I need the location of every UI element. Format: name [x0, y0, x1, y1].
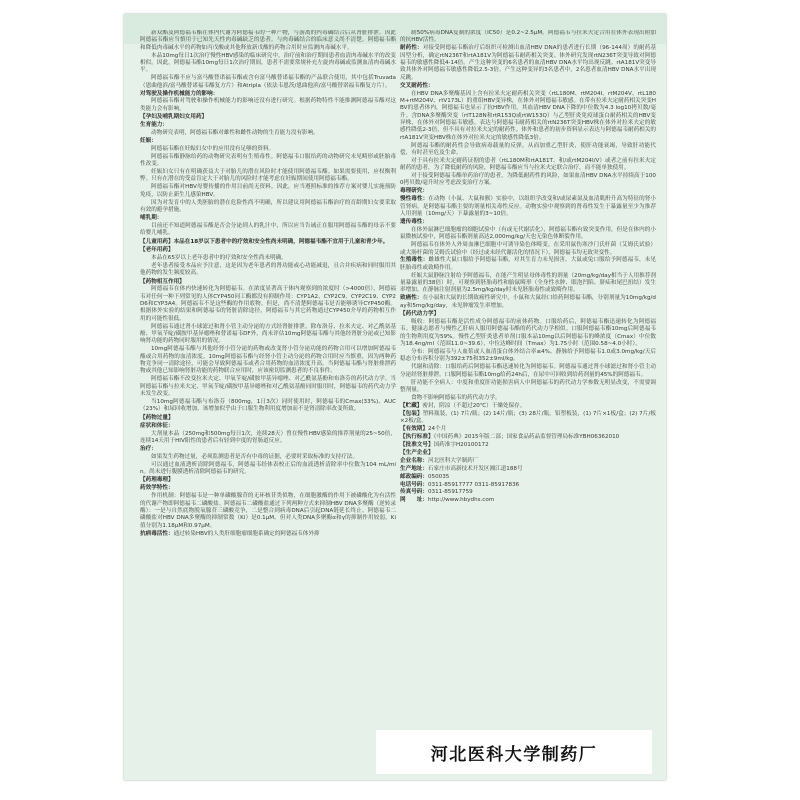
paragraph-label: 企业名称： [400, 457, 428, 464]
labeled-paragraph [140, 91, 396, 98]
body-paragraph: 目前还不知道阿德福韦酯是否会分泌到人的乳汁中，所以应当告诫正在服用阿德福韦酯的母亲不要给婴儿哺乳。 [140, 222, 396, 237]
body-paragraph: 阿德福韦酯在妊娠妇女中的应用没有足够的资料。 [151, 145, 275, 152]
paragraph-label: 毒理研究： [400, 188, 428, 195]
paragraph-label: 抗病毒活性： [140, 530, 174, 537]
section-heading: 【药代动力学】 [400, 311, 440, 318]
body-paragraph: 如果发生药物过量，必须监测患者是否有中毒的证据，必要时采取标准的支持疗法。 [151, 453, 358, 460]
paragraph-body: 对接受阿德福韦酯治疗后组织可检测出血清HBV DNA的患者进行长期（96-144周）的耐药基因型分析，确定rtN236T和rtA181V为阿德福韦耐药相关突变。体外研究发现rtN236T突变导致对阿德福韦的敏感性降低4-14倍。产生这种突变的6名患者的血清HBV DNA水平均出现反跳。rtA181V突变导致其体外对阿德福韦敏感性降低2.5-3倍。产生这种变异的3名患者中，2名患者血清HBV DNA水平出现反跳。 [400, 45, 656, 81]
labeled-paragraph [400, 257, 656, 272]
body-paragraph: 本品10mg每日1次治疗慢性HBV感染的临床研究中，治疗前和治疗期间患者血清肉毒碱水平的改变相似。因此，阿德福韦酯10mg每日1次治疗期间，患者不需要常规补充左旋肉毒碱或监测血清肉毒碱水平。 [140, 52, 396, 74]
paragraph-label: 邮政编码： [400, 473, 428, 480]
body-paragraph: 大剂量本品（250mg和500mg每日1次，连续28天）曾在慢性HBV感染的推荐剂量的25~50倍，连续14天用于HIV阳性的患者后有轻到中度的胃肠道反应。 [140, 430, 396, 444]
paragraph-label: 妊娠： [140, 137, 157, 144]
body-paragraph: 阿德福韦在体外人外周血淋巴细胞中可诱导染色体畸变。在采用鼠伤寒沙门氏杆菌（艾姆氏试验）或大肠杆菌的艾姆氏试验中（经过或未经代谢活化的情况下），阿德福韦均无致突变性。 [400, 242, 656, 256]
labeled-paragraph [400, 434, 656, 441]
body-paragraph: 阿德福韦酯的耐药性会导致病毒载量的反弹，从而加重乙型肝炎，使肝功能衰竭，导致肝功能代偿，有时甚至危及生命。 [400, 142, 656, 156]
paragraph-label: 生育能力： [140, 122, 168, 129]
labeled-paragraph [400, 450, 656, 457]
body-paragraph: 阿德福韦酯不应与富马酸替诺福韦酯或含有富马酸替诺福韦酯的产品联合使用，其中包括Truvada（恩曲他滨/富马酸替诺福韦酯复方片）和Atripla（依法韦恩茨/恩曲他滨/富马酸替诺福韦酯复方片）。 [140, 75, 396, 89]
labeled-paragraph [400, 403, 656, 410]
labeled-paragraph [140, 138, 396, 145]
labeled-paragraph [140, 215, 396, 222]
manufacturer-footer-label [376, 730, 652, 774]
body-paragraph: 妊娠大鼠静脉注射给予阿德福韦，在能产生明显母体毒性的剂量（20mg/kg/day相当于人用推荐剂量暴露量的38倍）时，可观察到胚胎毒性和胎鼠畸形（全身性水肿、眼泡凹陷、脐疝和尾巴扭结）发生率增加。在静脉注射剂量为2.5mg/kg/day时未见胚胎毒性或致畸作用。 [400, 272, 656, 294]
paragraph-label: 耐药性： [400, 45, 423, 52]
paragraph-body: 在小鼠和大鼠的长期致癌性研究中，小鼠和大鼠经口给药阿德福韦酯，分别剂量为10mg/kg/day和5mg/kg/day，未见肿瘤发生率增加。 [400, 295, 656, 309]
paragraph-body: 在动物（小鼠、大鼠和猴）实验中，以组织学改变和/或尿素氮及血清肌酐升高为特征的肾小管肾病，是阿德福韦酯主要的剂量相关毒性反应。动物实验中观察到的肾毒性发生于暴露量至少为推荐人用剂量（10mg/天）下暴露量的3~10倍。 [400, 196, 656, 217]
paragraph-body: 通过转染HBV的人类肝细胞瘤细胞系确定的阿德福韦体外抑 [173, 530, 320, 537]
paragraph-label: 电话号码： [400, 481, 428, 488]
body-paragraph: 食物不影响阿德福韦的药代动力学。 [411, 394, 501, 401]
body-paragraph: 阿德福韦酯静脉给药的动物研究表明有生殖毒性。阿德福韦口服给药的动物研究未见畸形或胚胎毒性改变。 [140, 153, 396, 168]
labeled-paragraph [140, 531, 396, 538]
paragraph-label: 症状和体征： [140, 422, 174, 429]
paragraph-body: 雌雄性大鼠口服给予阿德福韦酯，对其生育力未见损害。大鼠或兔口服给予阿德福韦，未见胚胎毒性或致畸作用。 [400, 257, 656, 271]
paragraph-label: 【有效期】 [400, 425, 428, 432]
body-paragraph: 老年患者接受本品应予注意，这是因为老年患者的肾功能或心功能减退，且合并疾病和同时服用其他药物的发生频度较高。 [140, 262, 396, 277]
paragraph-label: 生产地址： [400, 465, 428, 472]
body-paragraph: 阿德福韦酯对驾驶和操作机械能力的影响还没有进行研究。根据药物特性不能推测阿德福韦酯对这类能力会有影响。 [140, 98, 396, 112]
labeled-paragraph [400, 442, 656, 449]
paragraph-body: 密封，阴凉（不超过20℃）干燥处保存。 [422, 402, 526, 409]
labeled-paragraph [400, 411, 656, 426]
labeled-paragraph [400, 482, 656, 489]
labeled-paragraph [400, 474, 656, 481]
body-paragraph: 分布：阿德福韦与人血浆或人血清蛋白体外结合率≤4%。静脉给予阿德福韦1.0或3.0mg/kg/天后稳态分布容积分别为392±75和352±9ml/kg。 [400, 348, 656, 363]
labeled-paragraph [140, 485, 396, 492]
labeled-paragraph [400, 466, 656, 473]
paragraph-body: 24个月 [427, 425, 447, 432]
paragraph-label: 交叉耐药性： [400, 82, 434, 89]
labeled-paragraph [400, 426, 656, 433]
labeled-paragraph [140, 423, 396, 430]
section-heading: 【儿童用药】本品在18岁以下患者中的疗效和安全性尚未明确，阿德福韦酯不宜用于儿童和青少年。 [140, 238, 389, 245]
paragraph-label: 对驾驶及操作机械能力的影响： [140, 90, 219, 97]
body-paragraph: 妊娠妇女只有在明确获益大于对胎儿的潜在风险时才能使用阿德福韦酯。如果需要使用，应权衡利弊。只有在潜在的受益肯定大于对胎儿的风险时才能考虑在妊娠期间使用阿德福韦酯。 [140, 169, 396, 183]
body-paragraph: 在体外鼠淋巴细胞瘤的细胞试验中（有或无代谢活化），阿德福韦酯有致突变作用，但是在体内的小鼠微核试验中，阿德福韦酯剂量高达2,000mg/kg/天也无染色体断裂作用。 [400, 226, 656, 241]
paragraph-label: 致癌性： [400, 295, 423, 302]
left-text-column [140, 30, 396, 770]
body-paragraph: 对于具有拉米夫定耐药证据的患者（rtL180M和rtA181T、和/或rtM204I/V）或者之前有拉米夫定耐药的患者，为了降低耐药的风险，阿德福韦酯应当与拉米夫定联合治疗，而不能单独使用。 [400, 157, 656, 172]
paragraph-label: 慢性毒性： [400, 196, 429, 203]
body-paragraph: 作用机制：阿德福韦是一种单磷酸腺苷的无环核苷类似物，在细胞激酶的作用下被磷酸化为有活性的代谢产物即阿德福韦二磷酸盐。阿德福韦二磷酸盐通过下列两种方式来抑制HBV DNA多聚酶（逆转录酶）：一是与自然底物脱氧腺苷三磷酸竞争，二是整合到病毒DNA后引起DNA链延长终止。阿德福韦二磷酸盐对HBV DNA多聚酶的抑制常数（Ki）是0.1μM。但对人类DNA多聚酶α和γ的抑制作用较弱，Ki值分别为1.18μM和0.97μM。 [140, 493, 396, 529]
labeled-paragraph [400, 83, 656, 90]
body-paragraph: 10mg阿德福韦酯与其他经肾小管分泌的药物或改变肾小管分泌功能的药物合用可以增加阿德福韦酯或合用药物的血清浓度。10mg阿德福韦酯与经肾小管主动分泌的药物合用时应当慎重，因为两种药物竞争同一清除途径，可能会导致阿德福韦或者合用药物的血清浓度升高。当阿德福韦酯与肾脏排泄药物或其他已知影响肾脏功能的药物联合应用时，应该密切监测患者的不良事件。 [140, 346, 396, 375]
paragraph-label: 【执行标准】 [400, 433, 434, 440]
labeled-paragraph [400, 219, 656, 226]
section-heading: 【孕妇及哺乳期妇女用药】 [140, 114, 208, 121]
package-insert-sheet [124, 14, 666, 780]
paragraph-body: 《中国药典》2015年版二部；国家食品药品监督管理局标准YBH06362010 [433, 433, 620, 440]
right-text-column [400, 30, 656, 734]
paragraph-body: 0311-85917777 0311-85917836 [427, 481, 520, 488]
section-heading: 【药物相互作用】 [140, 278, 185, 285]
paragraph-body: 河北医科大学制药厂 [427, 457, 479, 464]
section-heading: 【药理毒理】 [140, 477, 174, 484]
labeled-paragraph [400, 45, 656, 82]
paragraph-body: 石家庄市高新技术开发区湘江道188号 [427, 465, 523, 472]
section-heading: 【老年用药】 [140, 246, 174, 253]
body-paragraph: 阿德福韦酯对HBV母婴传播的作用目前尚无资料。因此，应当遵照标准的推荐方案对婴儿实施预防免疫，以防止新生儿感染HBV。 [140, 184, 396, 198]
paragraph-label: 【生产企业】 [400, 449, 434, 456]
paragraph-label: 药效学特性： [140, 485, 174, 492]
labeled-paragraph [400, 489, 656, 496]
body-paragraph: 当10mg阿德福韦酯与布洛芬（800mg，1日3次）同时使用时，阿德福韦的Cmax(33%)、AUC（23%）和尿回收增加。该增加似乎由于口服生物利用度增加而不是肾清除率改变所致。 [140, 398, 396, 413]
body-paragraph: 在HBV DNA多聚酶基因上含有拉米夫定耐药相关突变（rtL180M、rtM204I、rtM204V、rtL180M+rtM204V、rtV173L）的重组HBV变异株，在体外对阿德福韦敏感。在带有拉米夫定耐药相关突变HBV的患者体内，阿德福韦也显示了抗HBV作用，其血清HBV DNA下降的中位数为4.3 log10拷贝数/毫升。含DNA多聚酶突变（rtT128N和rtR153Q或rtW153Q）与乙型肝炎免疫球蛋白耐药相关的HBV变异株，在体外对阿德福韦敏感。表达与阿德福韦耐药相关的rtN236T突变HBV株在体外对拉米夫定的敏感性降低2-3倍，但不具有对拉米夫定的耐药性。体外和患者的初步资料显示表达与阿德福韦耐药相关的rtA181V突变HBV株在体外对拉米夫定的敏感性降低3倍。 [400, 90, 656, 141]
paragraph-body: 050035 [427, 473, 450, 480]
labeled-paragraph [140, 446, 396, 453]
body-paragraph: 阿德福韦酯不改变拉米夫定、甲氧苄啶/磺胺甲基异噁唑、对乙酰氨基酚和布洛芬的药代动力学。当阿德福韦酯与拉米夫定、甲氧苄啶/磺胺甲基异噁唑和对乙酰氨基酚同时服用时，阿德福韦的药代动力学未发生改变。 [140, 376, 396, 398]
body-paragraph: 制50%病毒DNA复制的浓度（IC50）是0.2~2.5μM。阿德福韦与拉米夫定合用在体外表现出附加的抗HBV活性。 [400, 30, 656, 44]
paragraph-body: 塑料瓶装，(1) 7片/瓶；(2) 14片/瓶；(3) 28片/瓶。铝塑板装，(1) 7片×1板/盒；(2) 7片/板×2板/盒。 [400, 410, 656, 424]
paragraph-body: http://www.hbydhs.com [427, 497, 495, 504]
paragraph-label: 【包装】 [400, 410, 423, 417]
labeled-paragraph [140, 122, 396, 129]
labeled-paragraph [400, 196, 656, 218]
body-paragraph: 阿德福韦在体内快速转化为阿德福韦。在浓度显著高于体内观察到的浓度时（>4000倍），阿德福韦对任何一种下列常见的人体CYP450同工酶都没有抑制作用：CYP1A2、CYP2C9、CYP2C19、CYP2D6和CYP3A4。阿德福韦不是这些酶的作用底物。但是，尚不清楚阿德福韦是否能够诱导CYP450酶。根据体外实验的结果和阿德福韦的肾脏清除途径，阿德福韦与其它药物通过CYP450介导的药物相互作用的可能性很低。 [140, 286, 396, 322]
body-paragraph: 本品在65岁以上老年患者中的疗效和安全性尚未明确。 [151, 254, 287, 261]
body-paragraph: 对于接受阿德福韦酯单药治疗的患者，为降低耐药性的风险，如果血清HBV DNA水平持续高于1000拷贝数/毫升时应考虑改变治疗方案。 [400, 173, 656, 187]
labeled-paragraph [400, 458, 656, 465]
paragraph-body: 国药准字H20100172 [433, 441, 489, 448]
body-paragraph: 动物研究表明，阿德福韦酯对雄性和雌性动物的生育能力没有影响。 [151, 130, 319, 137]
body-paragraph: 可以通过血液透析清除阿德福韦，阿德福韦经体表校正后的血液透析清除率中位数为104 mL/min。尚未进行腹膜透析清除阿德福韦的研究。 [140, 461, 396, 476]
paragraph-label: 传真号码： [400, 489, 428, 496]
paragraph-label: 遗传毒性： [400, 218, 428, 225]
body-paragraph: 吸收：阿德福韦酯是活性成分阿德福韦的前体药物。口服给药后，阿德福韦酯迅速转化为阿德福韦。健康志愿者与慢性乙肝病人服用阿德福韦酯的药代动力学相似。口服阿德福韦酯10mg后阿德福韦的生物利用度为59%。慢性乙型肝炎患者单剂口服本品10mg以后阿德福韦的峰浓度（Cmax）中位数为18.4ng/ml（范围11.0~39.6），中位达峰时间（Tmax）为1.75小时（范围0.58~4.0小时）。 [400, 318, 656, 347]
paragraph-body: 0311-85917759 [427, 489, 473, 496]
body-paragraph: 因为对发育中的人类胚胎的潜在危险性尚不明确，所以建议用阿德福韦酯治疗的育龄期妇女要采取有效的避孕措施。 [140, 199, 396, 214]
body-paragraph: 代谢和清除：口服给药后阿德福韦酯迅速转化为阿德福韦。阿德福韦通过肾小球滤过和肾小管主动分泌经肾脏排泄。口服阿德福韦酯10mg给药24h后，在尿中可回收到给药剂量的45%的阿德福韦。 [400, 364, 656, 378]
labeled-paragraph [400, 188, 656, 195]
paragraph-label: 【批准文号】 [400, 441, 434, 448]
body-paragraph: 阿德福韦通过肾小球滤过和肾小管主动分泌的方式经肾脏排泄。除布洛芬、拉米夫定、对乙酰氨基酚、甲氧苄啶/磺胺甲基异噁唑和替诺福韦DF外，尚未评估10mg阿德福韦酯与其他经肾脏分泌或已知影响肾功能的药物同时服用的情况。 [140, 323, 396, 345]
body-paragraph: 新双酯及阿德福韦酯在体内代谢为阿德福韦的一种产物，与游离的内毒碱结合后从肾脏排泄。因此阿德福韦酯应当慎用于已知先天性肉毒碱缺乏的患者。与肉毒碱结合的临床意义尚不清楚。阿德福韦酯和降低肉毒碱水平的药物如丙戊酸或其他释放新戊酸的药物合用时应监测肉毒碱水平。 [140, 30, 396, 51]
body-paragraph: 肝功能不全病人：中度和重度肝功能损害病人中阿德福韦的药代动力学参数无明显改变，不需要调整剂量。 [400, 379, 656, 393]
labeled-paragraph [400, 295, 656, 310]
paragraph-label: 生殖毒性： [400, 257, 429, 264]
labeled-paragraph [400, 497, 656, 504]
paragraph-label: 哺乳期： [140, 214, 163, 221]
section-heading: 【药物过量】 [140, 414, 174, 421]
paragraph-label: 治疗： [140, 445, 157, 452]
manufacturer-name: 河北医科大学制药厂 [430, 744, 598, 765]
paragraph-label: 【贮藏】 [400, 402, 423, 409]
paragraph-label: 网 址： [400, 497, 428, 504]
